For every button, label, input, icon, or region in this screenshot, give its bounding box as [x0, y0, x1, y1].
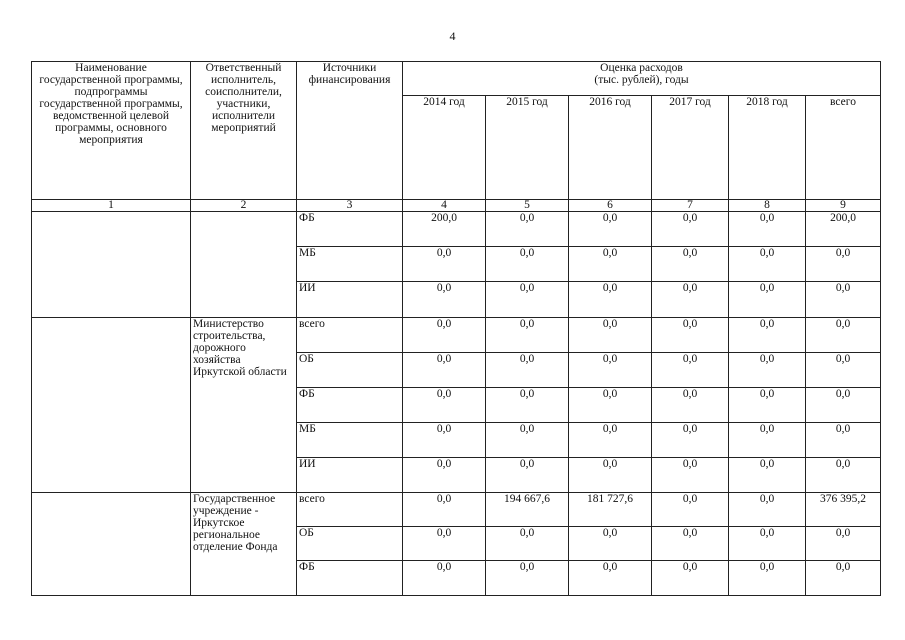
value-cell: 0,0	[729, 423, 806, 458]
column-number: 7	[652, 200, 729, 212]
value-cell: 0,0	[486, 561, 569, 596]
value-cell: 0,0	[652, 458, 729, 493]
value-cell: 0,0	[729, 561, 806, 596]
value-cell: 0,0	[403, 493, 486, 527]
table-row	[32, 493, 881, 527]
value-cell: 0,0	[486, 388, 569, 423]
program-name-cell	[32, 318, 191, 493]
source-cell: ФБ	[297, 212, 403, 247]
column-number: 4	[403, 200, 486, 212]
value-cell: 0,0	[806, 353, 881, 388]
program-name-cell	[32, 493, 191, 596]
value-cell: 200,0	[403, 212, 486, 247]
value-cell: 0,0	[569, 247, 652, 282]
header-sources: Источники финансирования	[297, 62, 403, 200]
source-cell: ОБ	[297, 527, 403, 561]
value-cell: 0,0	[569, 388, 652, 423]
value-cell: 0,0	[806, 247, 881, 282]
value-cell: 0,0	[569, 282, 652, 318]
value-cell: 0,0	[569, 458, 652, 493]
column-number: 6	[569, 200, 652, 212]
value-cell: 0,0	[652, 353, 729, 388]
header-estimate-line1: Оценка расходов	[600, 62, 683, 74]
value-cell: 0,0	[806, 458, 881, 493]
value-cell: 0,0	[486, 527, 569, 561]
value-cell: 0,0	[569, 353, 652, 388]
value-cell: 0,0	[806, 561, 881, 596]
header-year-2017: 2017 год	[652, 96, 729, 200]
column-number: 8	[729, 200, 806, 212]
value-cell: 0,0	[403, 388, 486, 423]
value-cell: 0,0	[729, 353, 806, 388]
budget-table	[31, 61, 881, 596]
value-cell: 0,0	[652, 493, 729, 527]
source-cell: МБ	[297, 247, 403, 282]
value-cell: 0,0	[652, 561, 729, 596]
value-cell: 0,0	[729, 212, 806, 247]
header-program-name: Наименование государственной программы, подпрограммы государственной программы, ведомственной целевой программы, основного мероприятия	[32, 62, 191, 200]
value-cell: 0,0	[486, 318, 569, 353]
value-cell: 0,0	[569, 527, 652, 561]
source-cell: ФБ	[297, 388, 403, 423]
column-number: 3	[297, 200, 403, 212]
table-body	[32, 212, 881, 596]
value-cell: 0,0	[652, 282, 729, 318]
value-cell: 0,0	[486, 423, 569, 458]
executor-cell: Министерство строительства, дорожного хозяйства Иркутской области	[191, 318, 297, 493]
program-name-cell	[32, 212, 191, 318]
column-number: 2	[191, 200, 297, 212]
header-year-2016: 2016 год	[569, 96, 652, 200]
source-cell: всего	[297, 318, 403, 353]
value-cell: 0,0	[729, 527, 806, 561]
value-cell: 0,0	[729, 388, 806, 423]
value-cell: 0,0	[806, 388, 881, 423]
executor-cell: Государственное учреждение - Иркутское региональное отделение Фонда	[191, 493, 297, 596]
value-cell: 0,0	[403, 527, 486, 561]
value-cell: 0,0	[652, 247, 729, 282]
header-estimate	[403, 62, 881, 96]
value-cell: 0,0	[403, 282, 486, 318]
value-cell: 200,0	[806, 212, 881, 247]
header-executor: Ответственный исполнитель, соисполнители, участники, исполнители мероприятий	[191, 62, 297, 200]
column-number-row	[32, 200, 881, 212]
source-cell: ИИ	[297, 282, 403, 318]
source-cell: ОБ	[297, 353, 403, 388]
value-cell: 0,0	[569, 423, 652, 458]
value-cell: 194 667,6	[486, 493, 569, 527]
header-year-2015: 2015 год	[486, 96, 569, 200]
value-cell: 0,0	[806, 527, 881, 561]
source-cell: ИИ	[297, 458, 403, 493]
value-cell: 0,0	[652, 388, 729, 423]
column-number: 5	[486, 200, 569, 212]
column-number: 9	[806, 200, 881, 212]
value-cell: 0,0	[403, 423, 486, 458]
value-cell: 0,0	[403, 353, 486, 388]
page-number: 4	[449, 29, 456, 43]
table-row	[32, 318, 881, 353]
value-cell: 0,0	[403, 318, 486, 353]
value-cell: 376 395,2	[806, 493, 881, 527]
value-cell: 0,0	[652, 318, 729, 353]
value-cell: 0,0	[652, 527, 729, 561]
value-cell: 0,0	[569, 318, 652, 353]
table-row	[32, 212, 881, 247]
header-year-2018: 2018 год	[729, 96, 806, 200]
source-cell: МБ	[297, 423, 403, 458]
executor-cell	[191, 212, 297, 318]
header-year-total: всего	[806, 96, 881, 200]
source-cell: ФБ	[297, 561, 403, 596]
value-cell: 0,0	[652, 212, 729, 247]
value-cell: 0,0	[652, 423, 729, 458]
value-cell: 0,0	[729, 493, 806, 527]
value-cell: 0,0	[729, 318, 806, 353]
value-cell: 0,0	[729, 247, 806, 282]
value-cell: 0,0	[806, 423, 881, 458]
value-cell: 0,0	[729, 282, 806, 318]
source-cell: всего	[297, 493, 403, 527]
value-cell: 0,0	[486, 282, 569, 318]
header-year-2014: 2014 год	[403, 96, 486, 200]
value-cell: 0,0	[806, 282, 881, 318]
table-header	[32, 62, 881, 212]
value-cell: 0,0	[569, 212, 652, 247]
value-cell: 0,0	[806, 318, 881, 353]
value-cell: 181 727,6	[569, 493, 652, 527]
value-cell: 0,0	[486, 353, 569, 388]
header-estimate-line2: (тыс. рублей), годы	[594, 74, 689, 86]
value-cell: 0,0	[569, 561, 652, 596]
value-cell: 0,0	[486, 247, 569, 282]
value-cell: 0,0	[403, 458, 486, 493]
value-cell: 0,0	[486, 212, 569, 247]
value-cell: 0,0	[729, 458, 806, 493]
value-cell: 0,0	[403, 247, 486, 282]
value-cell: 0,0	[486, 458, 569, 493]
column-number: 1	[32, 200, 191, 212]
value-cell: 0,0	[403, 561, 486, 596]
